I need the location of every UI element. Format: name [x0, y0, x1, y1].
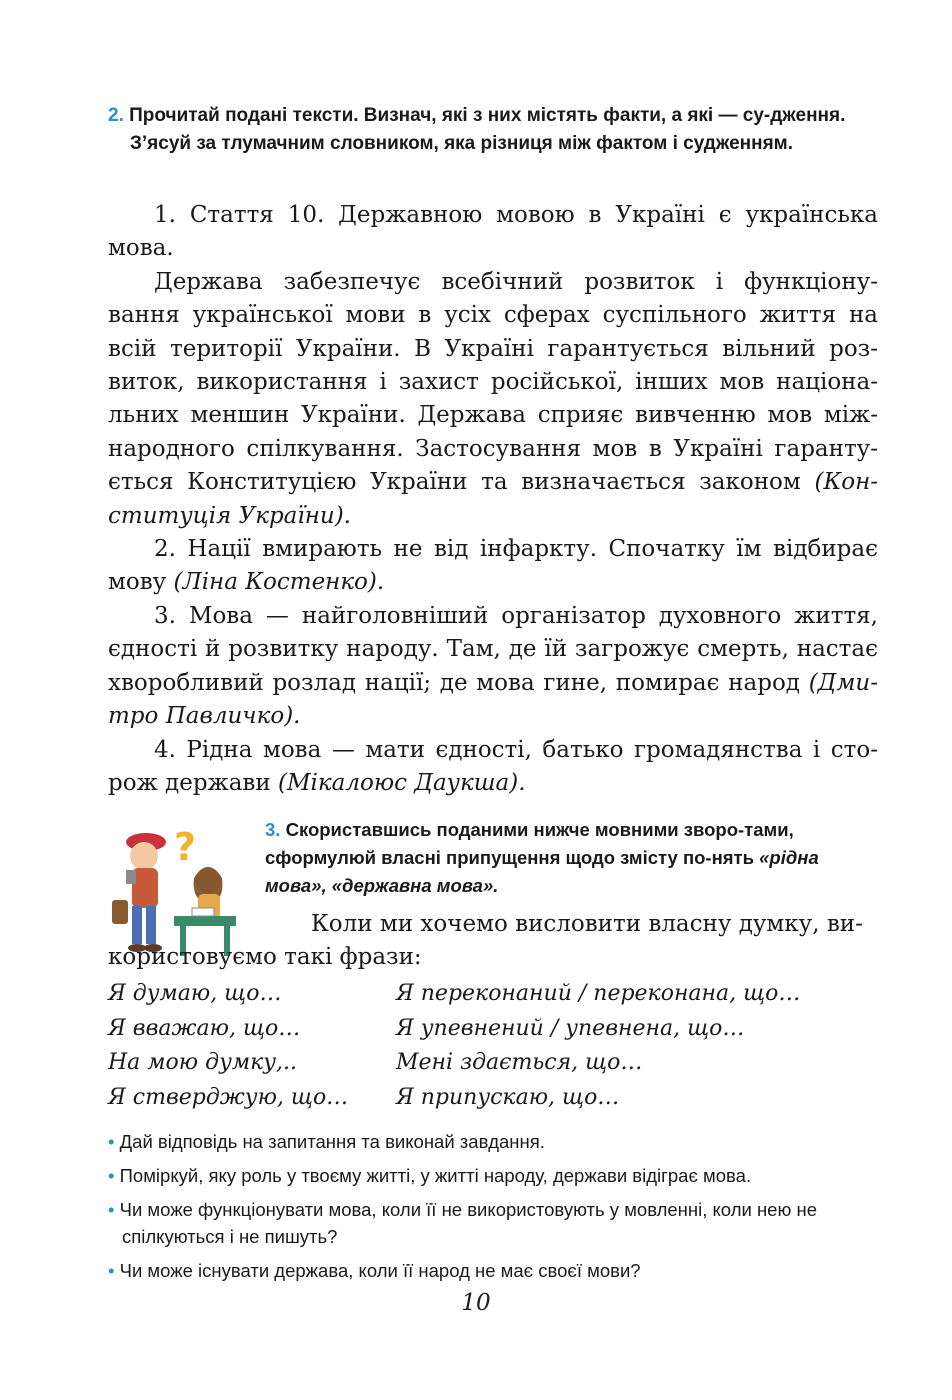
bullet-icon: • [108, 1165, 115, 1186]
task-number: 3. [265, 819, 281, 840]
text-block-2 [265, 908, 878, 941]
phrase: Я думаю, що… [108, 981, 282, 1006]
phrase-row [108, 977, 878, 1012]
source-citation: (Мікалоюс Даукша). [278, 769, 526, 796]
bullet-item: • Дай відповідь на запитання та виконай завдання. [108, 1131, 545, 1152]
phrase: Я упевнений / упевнена, що… [396, 1015, 745, 1041]
paragraph: 1. Стаття 10. Державною мовою в Україні є українська мова. [108, 202, 878, 262]
source-citation: (Ліна Костенко). [173, 569, 385, 596]
paragraph: 4. Рідна мова — мати єдності, батько громадянства і сто-рож держави (Мікалоюс Даукша). [108, 736, 878, 796]
bullet-item: • Поміркуй, яку роль у твоєму житті, у житті народу, держави відіграє мова. [108, 1165, 752, 1186]
phrase: Я вважаю, що… [108, 1015, 301, 1041]
phrase: Я припускаю, що… [396, 1084, 620, 1110]
page-number: 10 [461, 1290, 491, 1316]
phrase: Я переконаний / переконана, що… [396, 981, 801, 1006]
bullet-icon: • [108, 1260, 115, 1281]
phrase: На мою думку,.. [108, 1050, 297, 1075]
source-citation: (Дми-тро Павличко). [108, 669, 879, 730]
phrase: Я стверджую, що… [108, 1084, 349, 1110]
svg-text:?: ? [174, 825, 197, 869]
phrase-row [108, 1012, 878, 1047]
paragraph: 2. Нації вмирають не від інфаркту. Спочатку їм відбирає мову (Ліна Костенко). [108, 536, 878, 596]
task-text: Прочитай подані тексти. Визнач, які з них містять факти, а які — су-дження. З’ясуй за тлумачним словником, яка різниця між фактом і судженням. [129, 105, 846, 154]
phrase-row [108, 1046, 878, 1081]
bullet-item: • Чи може існувати держава, коли її народ не має своєї мови? [108, 1260, 641, 1281]
paragraph: 3. Мова — найголовніший організатор духовного життя, єдності й розвитку народу. Там, де їй загрожує смерть, настає хворобливий розлад нації; де мова гине, помирає народ (Дми-тро Павличко). [108, 602, 879, 730]
task-number: 2. [108, 105, 124, 126]
phrase: Мені здається, що… [396, 1050, 643, 1075]
phrase-list [108, 977, 878, 1115]
task-text: Скориставшись поданими нижче мовними зворо-тами, сформулюй власні припущення щодо змісту по-нять [265, 819, 794, 868]
source-citation: (Кон-ституція України). [108, 469, 879, 529]
bullet-list [108, 1128, 883, 1291]
task-3 [265, 816, 845, 900]
task-terms: «рідна мова», «державна мова». [265, 847, 819, 896]
paragraph-line: Коли ми хочемо висловити власну думку, ви- [311, 911, 863, 937]
text-block-1 [108, 199, 878, 800]
phrase-row [108, 1081, 878, 1116]
task-2 [108, 102, 878, 158]
bullet-item: • Чи може функціонувати мова, коли її не використовують у мовленні, коли нею не спілкуються і не пишуть? [108, 1199, 817, 1247]
paragraph: Держава забезпечує всебічний розвиток і функціону-вання української мови в усіх сферах суспільного життя на всій території України. В Україні гарантується вільний роз-виток, використання і захист російської, інших мов націона-льних меншин України. Держава сприяє вивченню мов між-народного спілкування. Застосування мов в Україні гаранту-ється Конституцією України та визначається законом (Кон-ституція України). [108, 268, 879, 529]
bullet-icon: • [108, 1199, 115, 1220]
paragraph-line: користовуємо такі фрази: [108, 944, 422, 970]
bullet-icon: • [108, 1131, 115, 1152]
